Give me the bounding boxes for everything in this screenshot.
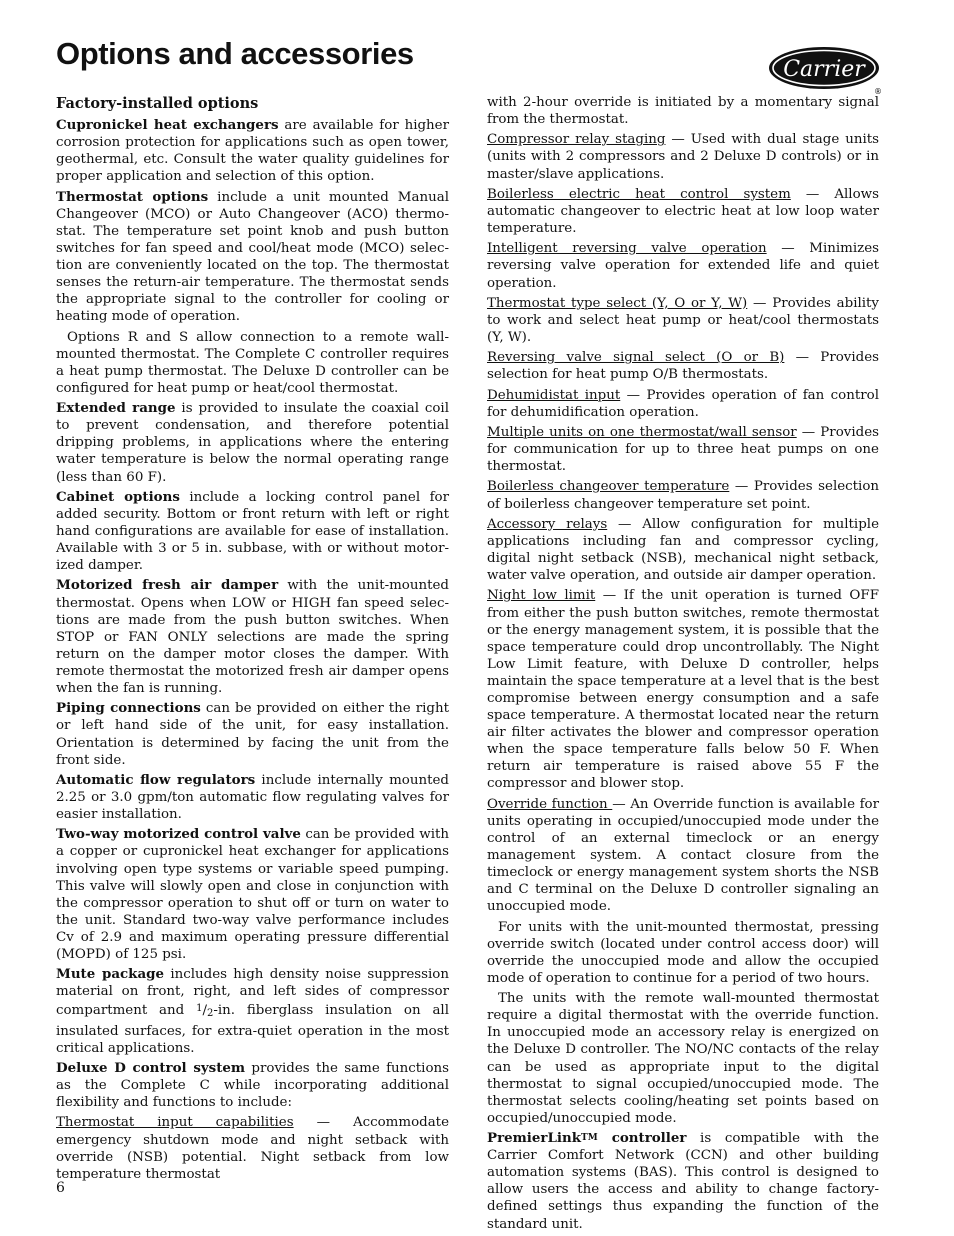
text-extended-range: is provided to insulate the coaxial coil to prevent condensation, and therefore potential dripping problems, in applications where the entering water temperature is below the normal operating range (less than 60 F). [56, 401, 449, 485]
term-compressor-relay: Compressor relay staging [487, 132, 666, 148]
carrier-logo [766, 44, 890, 96]
term-multiple-units: Multiple units on one thermostat/wall sensor [487, 425, 797, 440]
text-cabinet-options: include a locking control panel for added security. Bottom or front return with left or right hand configurations are available for ease of installation. Available with 3 or 5 in. subbase, with or without motorized damper. [56, 489, 449, 574]
term-cupronickel: Cupronickel heat exchangers [56, 117, 279, 134]
paragraph-reversing-valve-signal [487, 349, 879, 383]
term-premierlink: PremierLink [487, 1130, 581, 1147]
term-override-function: Override function [487, 796, 613, 812]
left-column [56, 92, 449, 1186]
text-mute-package-b: -in. fiberglass insulation on all insulated surfaces, for extra-quiet operation in the most critical applications. [56, 1003, 449, 1056]
paragraph-boilerless-changeover [487, 478, 879, 512]
term-boilerless-electric: Boilerless electric heat control system [487, 186, 791, 202]
text-boilerless-changeover: — Provides selection of boilerless changeover temperature set point. [487, 479, 879, 512]
page-number: 6 [56, 1180, 65, 1196]
term-fresh-air-damper: Motorized fresh air damper [56, 577, 279, 594]
paragraph-boilerless-electric [487, 186, 879, 237]
text-fresh-air-damper: with the unit-mounted thermostat. Opens when LOW or HIGH fan speed selections are made from the push button switches. When STOP or FAN ONLY selections are made the spring return on the damper motor closes the damper. With remote thermostat the motorized fresh air damper opens when the fan is running. [56, 578, 449, 697]
term-two-way-valve: Two-way motorized control valve [56, 826, 301, 843]
text-thermostat-options: include a unit mounted Manual Changeover (MCO) or Auto Changeover (ACO) thermostat. The temperature set point knob and push button switches for fan speed and cool/heat mode (MCO) selection are conveniently located on the top. The thermostat senses the return-air temperature. The thermostat sends the appropriate signal to the controller for cooling or heating mode of operation. [56, 189, 449, 325]
term-extended-range: Extended range [56, 400, 176, 417]
paragraph-premierlink [487, 1130, 879, 1233]
paragraph-night-low-limit [487, 587, 879, 792]
term-piping-connections: Piping connections [56, 700, 201, 717]
text-premierlink: is compatible with the Carrier Comfort Network (CCN) and other building automation systems (BAS). This control is designed to allow users the access and ability to change factory-defined settings thus expanding the function of the standard unit. [487, 1131, 879, 1232]
term-deluxe-d: Deluxe D control system [56, 1059, 246, 1076]
text-flow-regulators: include internally mounted 2.25 or 3.0 gpm/ton automatic flow regulating valves for easier installation. [56, 772, 449, 823]
fraction-numerator: 1 [196, 1003, 203, 1015]
paragraph-dehumidistat [487, 387, 879, 421]
text-accessory-relays: — Allow configuration for multiple applications including fan and compressor cycling, digital night setback (NSB), mechanical night setback, water valve operation, and outside air damper operation. [487, 516, 879, 584]
right-column [487, 94, 879, 1236]
text-two-way-valve: can be provided with a copper or cupronickel heat exchanger for applications involving open type systems or variable speed pumping. This valve will slowly open and close in conjunction with the compressor operation to shut off or turn on water to the unit. Standard two-way valve performance includes Cv of 2.9 and maximum operating pressure differential (MOPD) of 125 psi. [56, 827, 449, 962]
text-reversing-valve-signal: — Provides selection for heat pump O/B thermostats. [487, 350, 879, 383]
paragraph-unit-mounted-override: For units with the unit-mounted thermostat, pressing override switch (located under control access door) will override the unoccupied mode and allow the occupied mode of operation to continue for a period of two hours. [487, 919, 879, 986]
fraction-denominator: 2 [206, 1008, 214, 1020]
paragraph-override-continuation: with 2-hour override is initiated by a momentary signal from the thermostat. [487, 95, 879, 128]
paragraph-deluxe-d [56, 1060, 449, 1111]
text-cupronickel: are available for higher corrosion protection for applications such as open tower, geothermal, etc. Consult the water quality guidelines for proper application and selection of this option. [56, 118, 450, 185]
paragraph-override-function [487, 796, 879, 916]
term-night-low-limit: Night low limit [487, 588, 596, 604]
term-thermostat-input: Thermostat input capabilities [56, 1115, 294, 1131]
paragraph-thermostat-type [487, 295, 879, 346]
paragraph-fresh-air-damper [56, 577, 449, 697]
text-reversing-valve-operation: — Minimizes reversing valve operation for extended life and quiet operation. [487, 241, 879, 291]
text-dehumidistat: — Provides operation of fan control for dehumidification operation. [487, 387, 879, 420]
text-piping-connections: can be provided on either the right or left hand side of the unit, for easy installation. Orientation is determined by facing the unit from the front side. [56, 701, 449, 768]
page-title: Options and accessories [56, 36, 414, 71]
term-premierlink-controller: controller [597, 1130, 687, 1147]
text-override-function: — An Override function is available for units operating in occupied/unoccupied mode under the control of an external timeclock or an energy management system. A contact closure from the timeclock or energy management system shorts the NSB and C terminal on the Deluxe D controller signaling an unoccupied mode. [487, 796, 879, 915]
text-boilerless-electric: — Allows automatic changeover to electric heat at low loop water temperature. [487, 186, 879, 237]
text-thermostat-type: — Provides ability to work and select heat pump or heat/cool thermostats (Y, W). [487, 295, 879, 345]
paragraph-extended-range [56, 400, 449, 485]
registered-mark: ® [874, 87, 882, 96]
term-mute-package: Mute package [56, 966, 165, 983]
text-mute-package-a: includes high density noise suppression material on front, right, and left sides of compressor compartment and [56, 967, 449, 1019]
text-compressor-relay: — Used with dual stage units (units with 2 compressors and 2 Deluxe D controls) or in master/slave applications. [487, 132, 879, 182]
text-deluxe-d: provides the same functions as the Complete C while incorporating additional flexibility and functions to include: [56, 1060, 449, 1111]
term-boilerless-changeover: Boilerless changeover temperature [487, 479, 730, 495]
term-cabinet-options: Cabinet options [56, 488, 180, 505]
paragraph-remote-thermostat-override: The units with the remote wall-mounted thermostat require a digital thermostat with the override function. In unoccupied mode an accessory relay is energized on the Deluxe D controller. The NO/NC contacts of the relay can be used as appropriate input to the digital thermostat to signal occupied/unoccupied mode. The thermostat selects cooling/heating set points based on occupied/unoccupied mode. [487, 991, 879, 1126]
paragraph-flow-regulators [56, 772, 449, 823]
paragraph-piping-connections [56, 700, 449, 768]
term-dehumidistat: Dehumidistat input [487, 387, 621, 403]
paragraph-compressor-relay [487, 131, 879, 182]
text-multiple-units: — Provides for communication for up to three heat pumps on one thermostat. [487, 425, 879, 475]
paragraph-two-way-valve [56, 826, 449, 963]
paragraph-multiple-units [487, 424, 879, 475]
paragraph-cabinet-options [56, 489, 449, 574]
term-reversing-valve-signal: Reversing valve signal select (O or B) [487, 350, 785, 366]
paragraph-accessory-relays [487, 516, 879, 584]
logo-wordmark: Carrier [783, 57, 865, 82]
paragraph-options-r-s: Options R and S allow connection to a remote wall-mounted thermostat. The Complete C controller requires a heat pump thermostat. The Deluxe D controller can be configured for heat pump or heat/cool thermostat. [56, 329, 449, 396]
term-accessory-relays: Accessory relays [487, 516, 608, 532]
term-reversing-valve-operation: Intelligent reversing valve operation [487, 241, 767, 257]
term-flow-regulators: Automatic flow regulators [56, 771, 256, 788]
paragraph-thermostat-input [56, 1114, 449, 1182]
text-night-low-limit: — If the unit operation is turned OFF from either the push button switches, remote thermostat or the energy management system, it is possible that the space temperature could drop uncontrollably. The Night Low Limit feature, with Deluxe D controller, helps maintain the space temperature at a level that is the best compromise between energy consumption and a safe space temperature. A thermostat located near the return air filter activates the blower and compressor operation when the space temperature falls below 50 F. When return air temperature is raised above 55 F the compressor and blower stop. [487, 588, 879, 792]
text-thermostat-input: — Accommodate emergency shutdown mode and night setback with override (NSB) potential. Night setback from low temperature thermostat [56, 1115, 449, 1182]
section-heading: Factory-installed options [56, 95, 259, 112]
paragraph-reversing-valve-operation [487, 240, 879, 291]
trademark-mark: TM [581, 1133, 598, 1144]
paragraph-cupronickel [56, 117, 449, 185]
paragraph-mute-package: Mute package includes high density noise suppression material on front, right, and left sides of compressor compartment and $^1$/2-in. fiberglass insulation on all insulated surfaces, for extra-quiet operation in the most critical applications. [56, 966, 449, 1056]
paragraph-thermostat-options [56, 189, 449, 326]
term-thermostat-options: Thermostat options [56, 188, 209, 205]
term-thermostat-type: Thermostat type select (Y, O or Y, W) [487, 295, 748, 311]
